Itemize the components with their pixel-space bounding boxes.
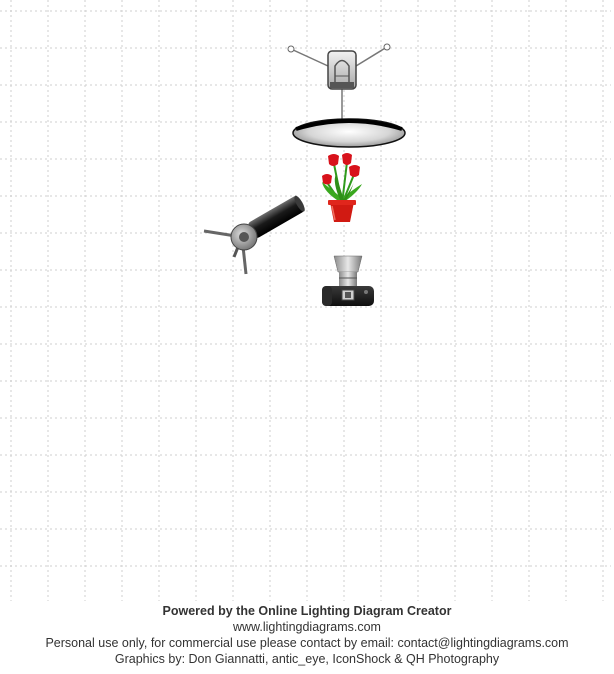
- license-text: Personal use only, for commercial use please contact by email: contact@lightingdiagrams.com: [45, 636, 569, 650]
- snoot-light-icon[interactable]: [198, 195, 308, 280]
- website-text: www.lightingdiagrams.com: [233, 620, 381, 634]
- camera-icon[interactable]: [320, 254, 376, 308]
- powered-by-text: Powered by the Online Lighting Diagram Creator: [162, 604, 452, 618]
- beauty-dish-icon[interactable]: [290, 115, 408, 151]
- credits-text: Graphics by: Don Giannatti, antic_eye, IconShock & QH Photography: [114, 652, 500, 666]
- strobe-head-icon[interactable]: [280, 38, 400, 120]
- tulips-icon: [318, 152, 366, 226]
- footer-credits: [0, 603, 614, 667]
